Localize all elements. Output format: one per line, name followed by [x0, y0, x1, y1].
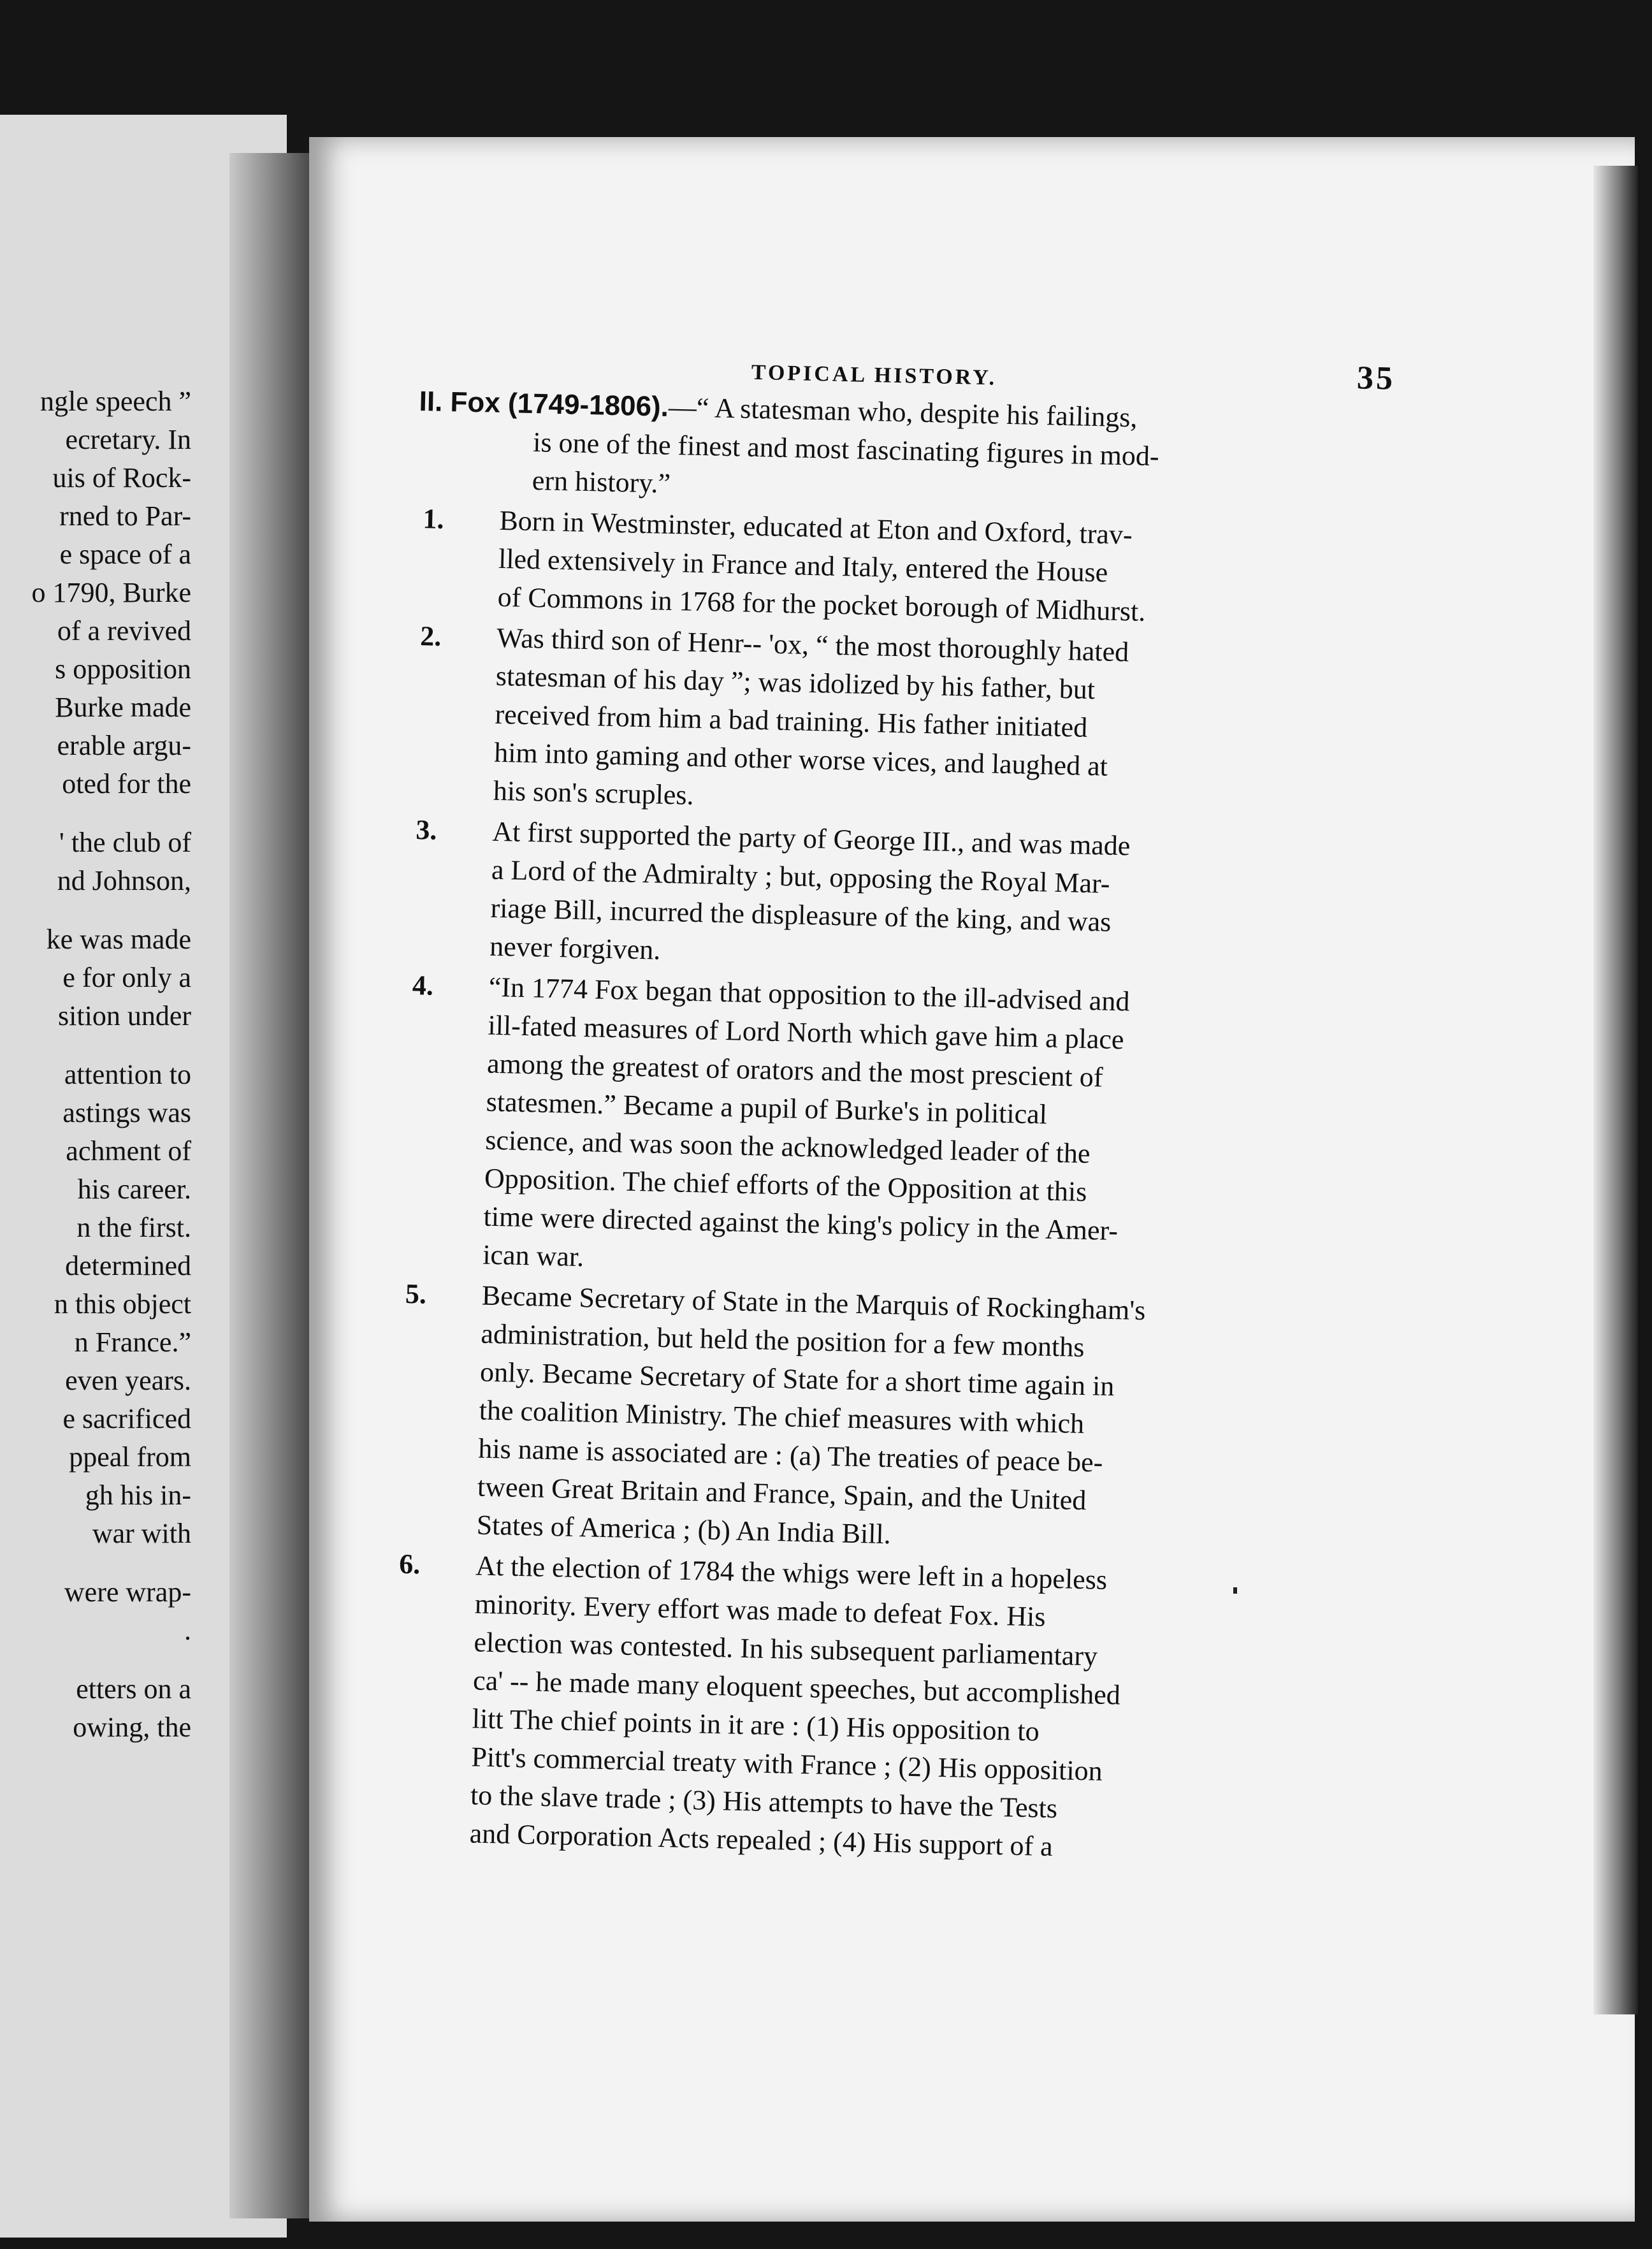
- left-page-line: s opposition: [55, 653, 191, 685]
- left-page-line: rned to Par-: [59, 500, 191, 532]
- item-line: At first supported the party of George III., and was made: [491, 815, 1131, 862]
- left-page-line: attention to: [64, 1059, 191, 1090]
- left-page-line: even years.: [65, 1365, 191, 1396]
- item-line: election was contested. In his subsequent parliamentary: [474, 1626, 1098, 1672]
- item-line: Was third son of Henr-- 'ox, “ the most thoroughly hated: [496, 622, 1129, 668]
- left-page-line: n France.”: [74, 1327, 191, 1358]
- left-page-line: n the first.: [76, 1212, 191, 1243]
- item-line: ican war.: [482, 1239, 584, 1273]
- item-line: “In 1774 Fox began that opposition to the ill-advised and: [488, 971, 1130, 1017]
- left-page-line: war with: [92, 1518, 191, 1549]
- item-number: 4.: [412, 969, 434, 1001]
- item-line: him into gaming and other worse vices, and laughed at: [493, 736, 1108, 782]
- left-page-line: were wrap-: [64, 1576, 191, 1608]
- numbered-list: [386, 500, 1386, 1873]
- item-line: science, and was soon the acknowledged leader of the: [484, 1124, 1091, 1170]
- item-line: of Commons in 1768 for the pocket borough of Midhurst.: [497, 581, 1146, 627]
- running-head-title: TOPICAL HISTORY.: [751, 360, 997, 390]
- list-item: [393, 1275, 1368, 1564]
- item-line: his son's scruples.: [493, 775, 695, 811]
- left-page-line: .: [184, 1615, 191, 1646]
- item-line: statesman of his day ”; was idolized by his father, but: [495, 660, 1096, 706]
- item-line: States of America ; (b) An India Bill.: [476, 1509, 892, 1550]
- left-page-line: nd Johnson,: [57, 865, 191, 896]
- left-page-line: sition under: [58, 1000, 191, 1031]
- item-line: Opposition. The chief efforts of the Opposition at this: [484, 1162, 1087, 1208]
- item-line: At the election of 1784 the whigs were left in a hopeless: [475, 1550, 1108, 1596]
- left-page-line: ngle speech ”: [40, 386, 191, 417]
- item-number: 1.: [423, 503, 445, 535]
- item-line: never forgiven.: [489, 930, 661, 966]
- left-page-line: ' the club of: [59, 827, 191, 858]
- item-line: statesmen.” Became a pupil of Burke's in political: [486, 1086, 1048, 1130]
- left-page-line: erable argu-: [57, 730, 191, 761]
- item-line: Became Secretary of State in the Marquis of Rockingham's: [481, 1279, 1146, 1327]
- item-line: Pitt's commercial treaty with France ; (2) His opposition: [470, 1741, 1103, 1787]
- item-line: lled extensively in France and Italy, entered the House: [498, 542, 1108, 588]
- item-line: tween Great Britain and France, Spain, and the United: [477, 1471, 1087, 1517]
- left-page-line: e for only a: [62, 962, 191, 993]
- section-heading: [417, 382, 1388, 519]
- page-edge: [1593, 166, 1638, 2014]
- item-number: 5.: [405, 1277, 427, 1310]
- left-page-line: oted for the: [62, 768, 191, 799]
- section-lead-line: ern history.”: [532, 465, 671, 499]
- item-line: received from him a bad training. His father initiated: [495, 698, 1088, 743]
- section-lead-line: —“ A statesman who, despite his failings,: [668, 391, 1138, 433]
- left-page-line: ecretary. In: [65, 424, 191, 455]
- item-line: riage Bill, incurred the displeasure of the king, and was: [490, 892, 1112, 938]
- item-line: administration, but held the position for a few months: [481, 1318, 1085, 1364]
- item-line: ill-fated measures of Lord North which gave him a place: [488, 1009, 1125, 1056]
- section-lead-line: is one of the finest and most fascinating figures in mod-: [532, 426, 1160, 472]
- item-number: 3.: [415, 814, 438, 846]
- item-line: among the greatest of orators and the most prescient of: [486, 1047, 1103, 1093]
- item-line: minority. Every effort was made to defeat Fox. His: [474, 1588, 1046, 1633]
- book-gutter: [229, 153, 319, 2218]
- item-line: the coalition Ministry. The chief measures with which: [479, 1394, 1085, 1440]
- left-page-line: owing, the: [73, 1712, 191, 1743]
- left-page-line: gh his in-: [85, 1480, 191, 1511]
- item-line: ca' -- he made many eloquent speeches, but accomplished: [472, 1664, 1121, 1711]
- left-page-line: achment of: [66, 1135, 191, 1167]
- left-page-line: ppeal from: [69, 1441, 191, 1473]
- left-page-line: of a revived: [57, 615, 191, 646]
- page-number: 35: [1356, 360, 1396, 397]
- section-label: II. Fox (1749-1806).: [419, 385, 669, 423]
- item-line: litt The chief points in it are : (1) His opposition to: [472, 1703, 1040, 1747]
- left-page-line: n this object: [54, 1288, 191, 1320]
- list-item: [410, 617, 1382, 830]
- page-content: [386, 338, 1396, 1873]
- left-page-line: o 1790, Burke: [31, 577, 191, 608]
- list-item: [414, 500, 1386, 636]
- item-line: Born in Westminster, educated at Eton and Oxford, trav-: [498, 504, 1133, 551]
- left-page-line: his career.: [77, 1174, 191, 1205]
- left-page-line: ke was made: [46, 924, 191, 955]
- list-item: [407, 811, 1379, 986]
- item-number: 6.: [398, 1548, 421, 1580]
- left-page-line: astings was: [62, 1097, 191, 1128]
- item-line: time were directed against the king's policy in the Amer-: [483, 1200, 1119, 1247]
- left-page-line: e sacrificed: [62, 1403, 191, 1434]
- left-page-text: [0, 382, 191, 1747]
- left-page-line: uis of Rock-: [52, 462, 191, 493]
- list-item: [400, 966, 1375, 1294]
- item-line: a Lord of the Admiralty ; but, opposing the Royal Mar-: [491, 854, 1111, 899]
- left-page-line: Burke made: [55, 692, 191, 723]
- left-page-line: etters on a: [76, 1673, 191, 1705]
- left-page-line: determined: [65, 1250, 191, 1281]
- item-number: 2.: [419, 620, 442, 652]
- item-line: his name is associated are : (a) The treaties of peace be-: [477, 1432, 1103, 1478]
- left-page-line: e space of a: [59, 539, 191, 570]
- item-line: and Corporation Acts repealed ; (4) His support of a: [469, 1817, 1054, 1863]
- item-line: to the slave trade ; (3) His attempts to have the Tests: [470, 1779, 1058, 1824]
- item-line: only. Became Secretary of State for a short time again in: [479, 1356, 1115, 1402]
- ink-speck: [1233, 1587, 1237, 1594]
- list-item: [386, 1545, 1361, 1873]
